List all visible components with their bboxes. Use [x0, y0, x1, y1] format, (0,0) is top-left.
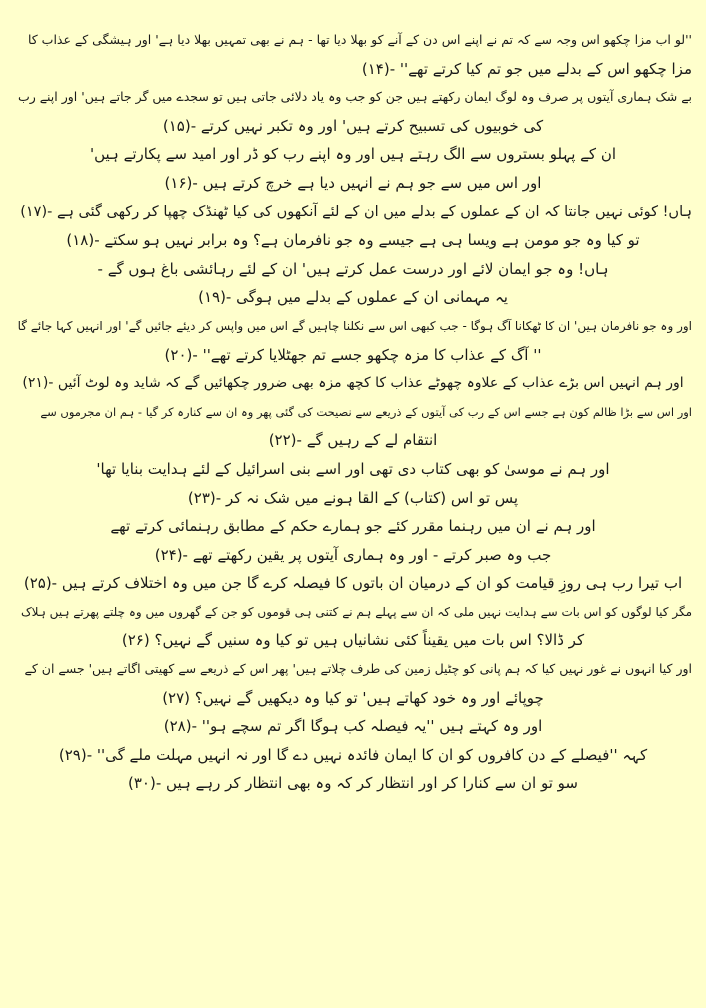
text-line: مزا چکھو اس کے بدلے میں جو تم کیا کرتے تھے'' -(۱۴) — [361, 59, 692, 78]
text-line: '' آگ کے عذاب کا مزہ چکھو جسے تم جھٹلایا کرتے تھے'' -(۲۰) — [164, 345, 542, 364]
text-line: ''لو اب مزا چکھو اس وجہ سے کہ تم نے اپنے اس دن کے آنے کو بھلا دیا تھا - ہم نے بھی تمہیں بھلا دیا ہے' اور ہیشگی کے عذاب کا — [27, 32, 692, 47]
text-line: اور ہم نے موسیٰ کو بھی کتاب دی تھی اور اسے بنی اسرائیل کے لئے ہدایت بنایا تھا' — [96, 459, 610, 478]
text-line: اور ہم نے ان میں رہنما مقرر کئے جو ہمارے حکم کے مطابق رہنمائی کرتے تھے — [110, 517, 596, 536]
text-line: اب تیرا رب ہی روزِ قیامت کو ان کے درمیان ان باتوں کا فیصلہ کرے گا جن میں وہ اختلاف کرتے ہیں -(۲۵) — [23, 574, 683, 593]
text-line: بے شک ہماری آیتوں پر صرف وہ لوگ ایمان رکھتے ہیں جن کو جب وہ یاد دلائی جاتی ہیں تو سجدے میں گر جاتے ہیں' اور اپنے رب — [17, 89, 692, 105]
text-line: ان کے پہلو بستروں سے الگ رہتے ہیں اور وہ اپنے رب کو ڈر اور امید سے پکارتے ہیں' — [89, 145, 617, 164]
text-line: سو تو ان سے کنارا کر اور انتظار کر کہ وہ بھی انتظار کر رہے ہیں -(۳۰) — [128, 774, 578, 793]
text-line: پس تو اس (کتاب) کے القا ہونے میں شک نہ کر -(۲۳) — [187, 488, 519, 507]
text-line: کی خوبیوں کی تسبیح کرتے ہیں' اور وہ تکبر نہیں کرتے -(۱۵) — [162, 116, 544, 135]
text-line: انتقام لے کے رہیں گے -(۲۲) — [268, 431, 438, 450]
text-line: چوپائے اور وہ خود کھاتے ہیں' تو کیا وہ دیکھیں گے نہیں؟ (۲۷) — [162, 688, 544, 707]
text-line: اور ہم انہیں اس بڑے عذاب کے علاوہ چھوٹے عذاب کا کچھ مزہ بھی ضرور چکھائیں گے کہ شاید وہ لوٹ آئیں -(۲۱) — [22, 375, 684, 392]
text-line: تو کیا وہ جو مومن ہے ویسا ہی ہے جیسے وہ جو نافرمان ہے؟ وہ برابر نہیں ہو سکتے -(۱۸) — [66, 231, 640, 250]
text-line: مگر کیا لوگوں کو اس بات سے ہدایت نہیں ملی کہ ان سے پہلے ہم نے کتنی ہی قوموں کو جن کے گھروں میں وہ چلتے پھرتے ہیں ہلاک — [20, 604, 692, 619]
text-line: اور اس میں سے جو ہم نے انہیں دیا ہے خرچ کرتے ہیں -(۱۶) — [164, 173, 542, 192]
text-line: اور وہ جو نافرمان ہیں' ان کا ٹھکانا آگ ہوگا - جب کبھی اس سے نکلنا چاہیں گے اس میں واپس کر دیئے جائیں گے' اور انہیں کہا جائے گا — [17, 318, 692, 333]
text-line: یہ مہمانی ان کے عملوں کے بدلے میں ہوگی -(۱۹) — [198, 288, 508, 307]
text-line: اور کیا انہوں نے غور نہیں کیا کہ ہم پانی کو چٹیل زمین کی طرف چلاتے ہیں' پھر اس کے ذریعے سے کھیتی اگاتے ہیں' جسے ان کے — [24, 661, 692, 677]
text-line: کر ڈالا؟ اس بات میں یقیناً کئی نشانیاں ہیں تو کیا وہ سنیں گے نہیں؟ (۲۶) — [121, 631, 585, 650]
text-line: کہہ ''فیصلے کے دن کافروں کو ان کا ایمان فائدہ نہیں دے گا اور نہ انہیں مہلت ملے گی'' -(۲۹) — [58, 745, 648, 764]
text-line: جب وہ صبر کرتے - اور وہ ہماری آیتوں پر یقین رکھتے تھے -(۲۴) — [154, 545, 552, 564]
text-line: اور اس سے بڑا ظالم کون ہے جسے اس کے رب کی آیتوں کے ذریعے سے نصیحت کی گئی پھر وہ ان سے کنارہ کر گیا - ہم ان مجرموں سے — [40, 404, 692, 419]
text-line: ہاں! کوئی نہیں جانتا کہ ان کے عملوں کے بدلے میں ان کے لئے آنکھوں کی کیا ٹھنڈک چھپا کر رکھی گئی ہے -(۱۷) — [20, 203, 692, 220]
text-line: ہاں! وہ جو ایمان لائے اور درست عمل کرتے ہیں' ان کے لئے رہائشی باغ ہوں گے - — [97, 259, 609, 278]
text-line: اور وہ کہتے ہیں ''یہ فیصلہ کب ہوگا اگر تم سچے ہو'' -(۲۸) — [163, 717, 543, 736]
